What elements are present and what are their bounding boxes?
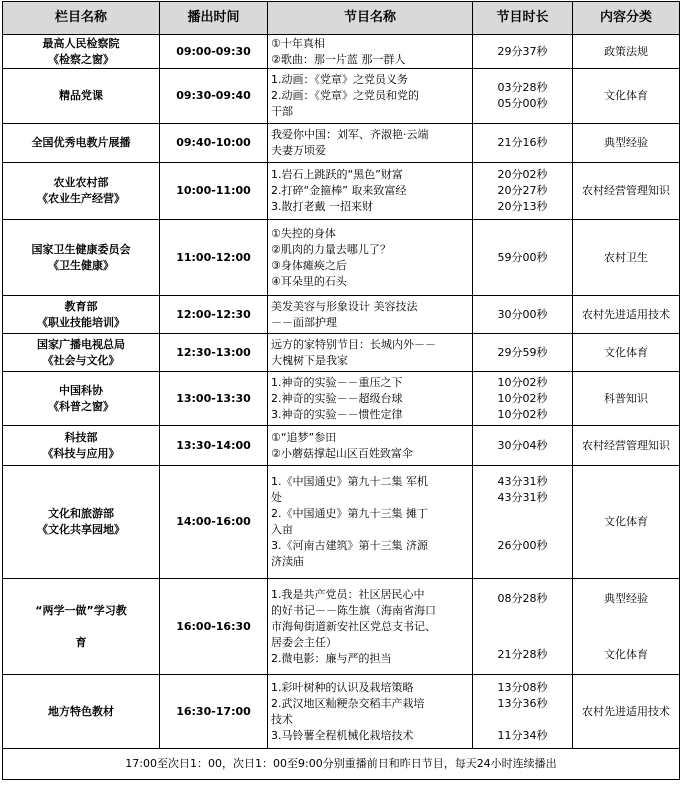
duration-value: 59分00秒 (497, 250, 548, 264)
program-cell (268, 220, 473, 296)
program-line: 2.打碎“金箍棒” 取来致富经 (271, 184, 407, 197)
duration-cell (473, 426, 573, 466)
column-name-cell (3, 69, 160, 124)
header-column-name: 栏目名称 (3, 2, 160, 35)
rebroadcast-note: 17:00至次日1：00，次日1：00至9:00分别重播前日和昨日节目，每天24小时连续播出 (3, 749, 680, 780)
table-row (3, 69, 680, 124)
column-name-cell (3, 675, 160, 749)
program-line: 3.散打老戴 一招来财 (271, 200, 373, 213)
program-line: ③身体瘫痪之后 (271, 258, 347, 272)
air-time-cell: 10:00-11:00 (160, 163, 268, 220)
program-cell (268, 69, 473, 124)
program-cell (268, 579, 473, 675)
duration-value: 26分00秒 (497, 539, 548, 552)
duration-value: 20分27秒 (497, 184, 548, 197)
program-line: 3.《河南古建筑》第十三集 济源 (271, 539, 428, 552)
duration-spacer (473, 712, 572, 728)
program-line: 1.岩石上跳跃的“黑色”财富 (271, 168, 403, 181)
column-name-line: 最高人民检察院 (42, 36, 120, 50)
program-line: 1.《中国通史》第九十二集 军机 (271, 475, 428, 488)
header-program-name: 节目名称 (268, 2, 473, 35)
duration-cell (473, 163, 573, 220)
program-line: ②肌肉的力量去哪儿了？ (271, 242, 391, 256)
category-cell: 农村卫生 (573, 220, 680, 296)
program-line: 夫妻万顷爱 (271, 144, 326, 157)
duration-value: 43分31秒 (497, 491, 548, 504)
header-row (3, 2, 680, 35)
program-line: 1.我是共产党员：社区居民心中 (271, 587, 425, 601)
duration-cell (473, 124, 573, 163)
category-spacer (573, 607, 679, 647)
program-cell (268, 334, 473, 372)
column-name-line: 科技部 (64, 430, 98, 444)
program-line: 我爱你中国：刘军、齐淑艳·云端 (271, 128, 429, 141)
table-row (3, 334, 680, 372)
duration-spacer (473, 607, 572, 647)
column-name-cell (3, 466, 160, 579)
air-time-cell: 09:40-10:00 (160, 124, 268, 163)
air-time-cell: 14:00-16:00 (160, 466, 268, 579)
program-line: 处 (271, 491, 282, 504)
duration-value: 30分04秒 (497, 438, 548, 452)
program-line: 市海甸街道新安社区党总支书记、 (271, 619, 436, 633)
air-time-cell: 16:00-16:30 (160, 579, 268, 675)
column-name-line: 文化和旅游部 (48, 507, 114, 520)
program-line: 入亩 (271, 523, 293, 536)
air-time-cell: 13:30-14:00 (160, 426, 268, 466)
program-cell (268, 35, 473, 69)
table-row (3, 675, 680, 749)
duration-cell (473, 372, 573, 426)
table-row (3, 426, 680, 466)
program-cell (268, 296, 473, 334)
program-line: 1.彩叶树种的认识及栽培策略 (271, 680, 414, 694)
duration-value: 21分16秒 (497, 136, 548, 149)
program-line: －－面部护理 (271, 315, 337, 329)
column-name-line: 全国优秀电教片展播 (31, 136, 131, 149)
table-row (3, 163, 680, 220)
program-line: ①十年真相 (271, 36, 325, 50)
program-line: 1.神奇的实验－－重压之下 (271, 375, 403, 389)
column-name-line: 育 (75, 635, 87, 649)
program-line: 美发美容与形象设计 美容技法 (271, 299, 418, 313)
program-line: 2.《中国通史》第九十三集 摊丁 (271, 507, 428, 520)
program-cell (268, 466, 473, 579)
program-line: 远方的家特别节目：长城内外－－ (271, 337, 436, 351)
air-time-cell: 09:30-09:40 (160, 69, 268, 124)
duration-value: 11分34秒 (497, 728, 548, 742)
category-cell: 科普知识 (573, 372, 680, 426)
program-line: 济渎庙 (271, 555, 304, 568)
column-name-cell (3, 372, 160, 426)
program-cell (268, 426, 473, 466)
category-cell (573, 579, 680, 675)
program-line: ①“追梦”参田 (271, 430, 337, 444)
column-name-line: 《卫生健康》 (48, 258, 114, 272)
duration-value: 29分37秒 (497, 44, 548, 58)
program-line: 1.动画：《党章》之党员义务 (271, 73, 408, 86)
duration-cell (473, 675, 573, 749)
header-air-time: 播出时间 (160, 2, 268, 35)
column-name-cell (3, 334, 160, 372)
duration-value: 20分02秒 (497, 168, 548, 181)
table-row (3, 466, 680, 579)
header-duration: 节目时长 (473, 2, 573, 35)
column-name-line: 《社会与文化》 (42, 353, 120, 367)
duration-value: 10分02秒 (497, 391, 548, 405)
duration-cell (473, 69, 573, 124)
category-cell: 政策法规 (573, 35, 680, 69)
program-line: ①失控的身体 (271, 226, 336, 240)
category-cell: 农村先进适用技术 (573, 675, 680, 749)
air-time-cell: 12:30-13:00 (160, 334, 268, 372)
category-line: 典型经验 (604, 591, 648, 605)
air-time-cell: 12:00-12:30 (160, 296, 268, 334)
duration-value: 21分28秒 (497, 647, 548, 661)
column-name-line: 《科技与应用》 (42, 446, 120, 460)
column-name-cell (3, 579, 160, 675)
header-category: 内容分类 (573, 2, 680, 35)
column-name-cell (3, 35, 160, 69)
duration-value: 29分59秒 (497, 345, 548, 359)
table-row (3, 579, 680, 675)
duration-value: 30分00秒 (497, 307, 548, 321)
column-name-cell (3, 296, 160, 334)
program-line: ④耳朵里的石头 (271, 274, 347, 288)
column-name-cell (3, 124, 160, 163)
program-line: 干部 (271, 105, 293, 118)
duration-value: 10分02秒 (497, 407, 548, 421)
category-cell: 典型经验 (573, 124, 680, 163)
program-line: 2.武汉地区籼粳杂交稻丰产栽培 (271, 696, 425, 710)
column-name-line: 《职业技能培训》 (37, 315, 125, 329)
category-cell: 文化体育 (573, 466, 680, 579)
duration-cell (473, 334, 573, 372)
program-line: 2.动画：《党章》之党员和党的 (271, 89, 419, 102)
category-cell: 文化体育 (573, 334, 680, 372)
program-line: 3.马铃薯全程机械化栽培技术 (271, 728, 414, 742)
footer-row (3, 749, 680, 780)
air-time-cell: 09:00-09:30 (160, 35, 268, 69)
column-name-cell (3, 426, 160, 466)
table-row (3, 372, 680, 426)
category-line: 文化体育 (604, 647, 648, 661)
column-name-line: 农业农村部 (53, 176, 109, 189)
duration-cell (473, 466, 573, 579)
table-row (3, 35, 680, 69)
duration-value: 20分13秒 (497, 200, 548, 213)
column-name-line: “两学一做”学习教 (35, 603, 127, 617)
program-cell (268, 675, 473, 749)
program-line: 技术 (271, 712, 293, 726)
duration-value: 13分08秒 (497, 680, 548, 694)
program-line: 居委会主任） (271, 635, 337, 649)
duration-value: 05分00秒 (497, 97, 548, 110)
air-time-cell: 16:30-17:00 (160, 675, 268, 749)
column-name-line: 《科普之窗》 (48, 399, 114, 413)
program-line: 2.微电影：廉与严的担当 (271, 651, 392, 665)
program-line: ②小蘑菇撑起山区百姓致富伞 (271, 446, 413, 460)
column-name-line: 《文化共享园地》 (37, 523, 125, 536)
duration-value: 10分02秒 (497, 375, 548, 389)
column-name-line: 《检察之窗》 (48, 52, 114, 66)
duration-cell (473, 296, 573, 334)
table-row (3, 220, 680, 296)
column-name-line: 教育部 (64, 299, 98, 313)
duration-cell (473, 579, 573, 675)
program-schedule-table (2, 1, 680, 780)
program-line: 2.神奇的实验－－超级台球 (271, 391, 403, 405)
program-cell (268, 372, 473, 426)
column-name-line: 《农业生产经营》 (37, 192, 125, 205)
column-name-cell (3, 220, 160, 296)
category-cell: 农村经营管理知识 (573, 163, 680, 220)
duration-cell (473, 220, 573, 296)
program-cell (268, 124, 473, 163)
air-time-cell: 13:00-13:30 (160, 372, 268, 426)
duration-spacer (473, 506, 572, 538)
column-name-cell (3, 163, 160, 220)
table-row (3, 296, 680, 334)
table-row (3, 124, 680, 163)
column-name-line: 国家卫生健康委员会 (31, 242, 131, 256)
column-name-spacer (3, 619, 159, 635)
column-name-line: 精品党课 (59, 89, 103, 102)
column-name-line: 中国科协 (59, 383, 103, 397)
program-line: ②歌曲：那一片蓝 那一群人 (271, 52, 406, 66)
duration-value: 08分28秒 (497, 591, 548, 605)
air-time-cell: 11:00-12:00 (160, 220, 268, 296)
program-line: 的好书记－－陈生旗（海南省海口 (271, 603, 436, 617)
program-cell (268, 163, 473, 220)
duration-cell (473, 35, 573, 69)
category-cell: 农村先进适用技术 (573, 296, 680, 334)
program-line: 大槐树下是我家 (271, 353, 348, 367)
duration-value: 13分36秒 (497, 696, 548, 710)
duration-value: 43分31秒 (497, 475, 548, 488)
program-line: 3.神奇的实验－－惯性定律 (271, 407, 403, 421)
duration-value: 03分28秒 (497, 81, 548, 94)
column-name-line: 国家广播电视总局 (37, 337, 125, 351)
category-cell: 农村经营管理知识 (573, 426, 680, 466)
category-cell: 文化体育 (573, 69, 680, 124)
column-name-line: 地方特色教材 (48, 704, 114, 718)
duration-spacer (473, 554, 572, 570)
